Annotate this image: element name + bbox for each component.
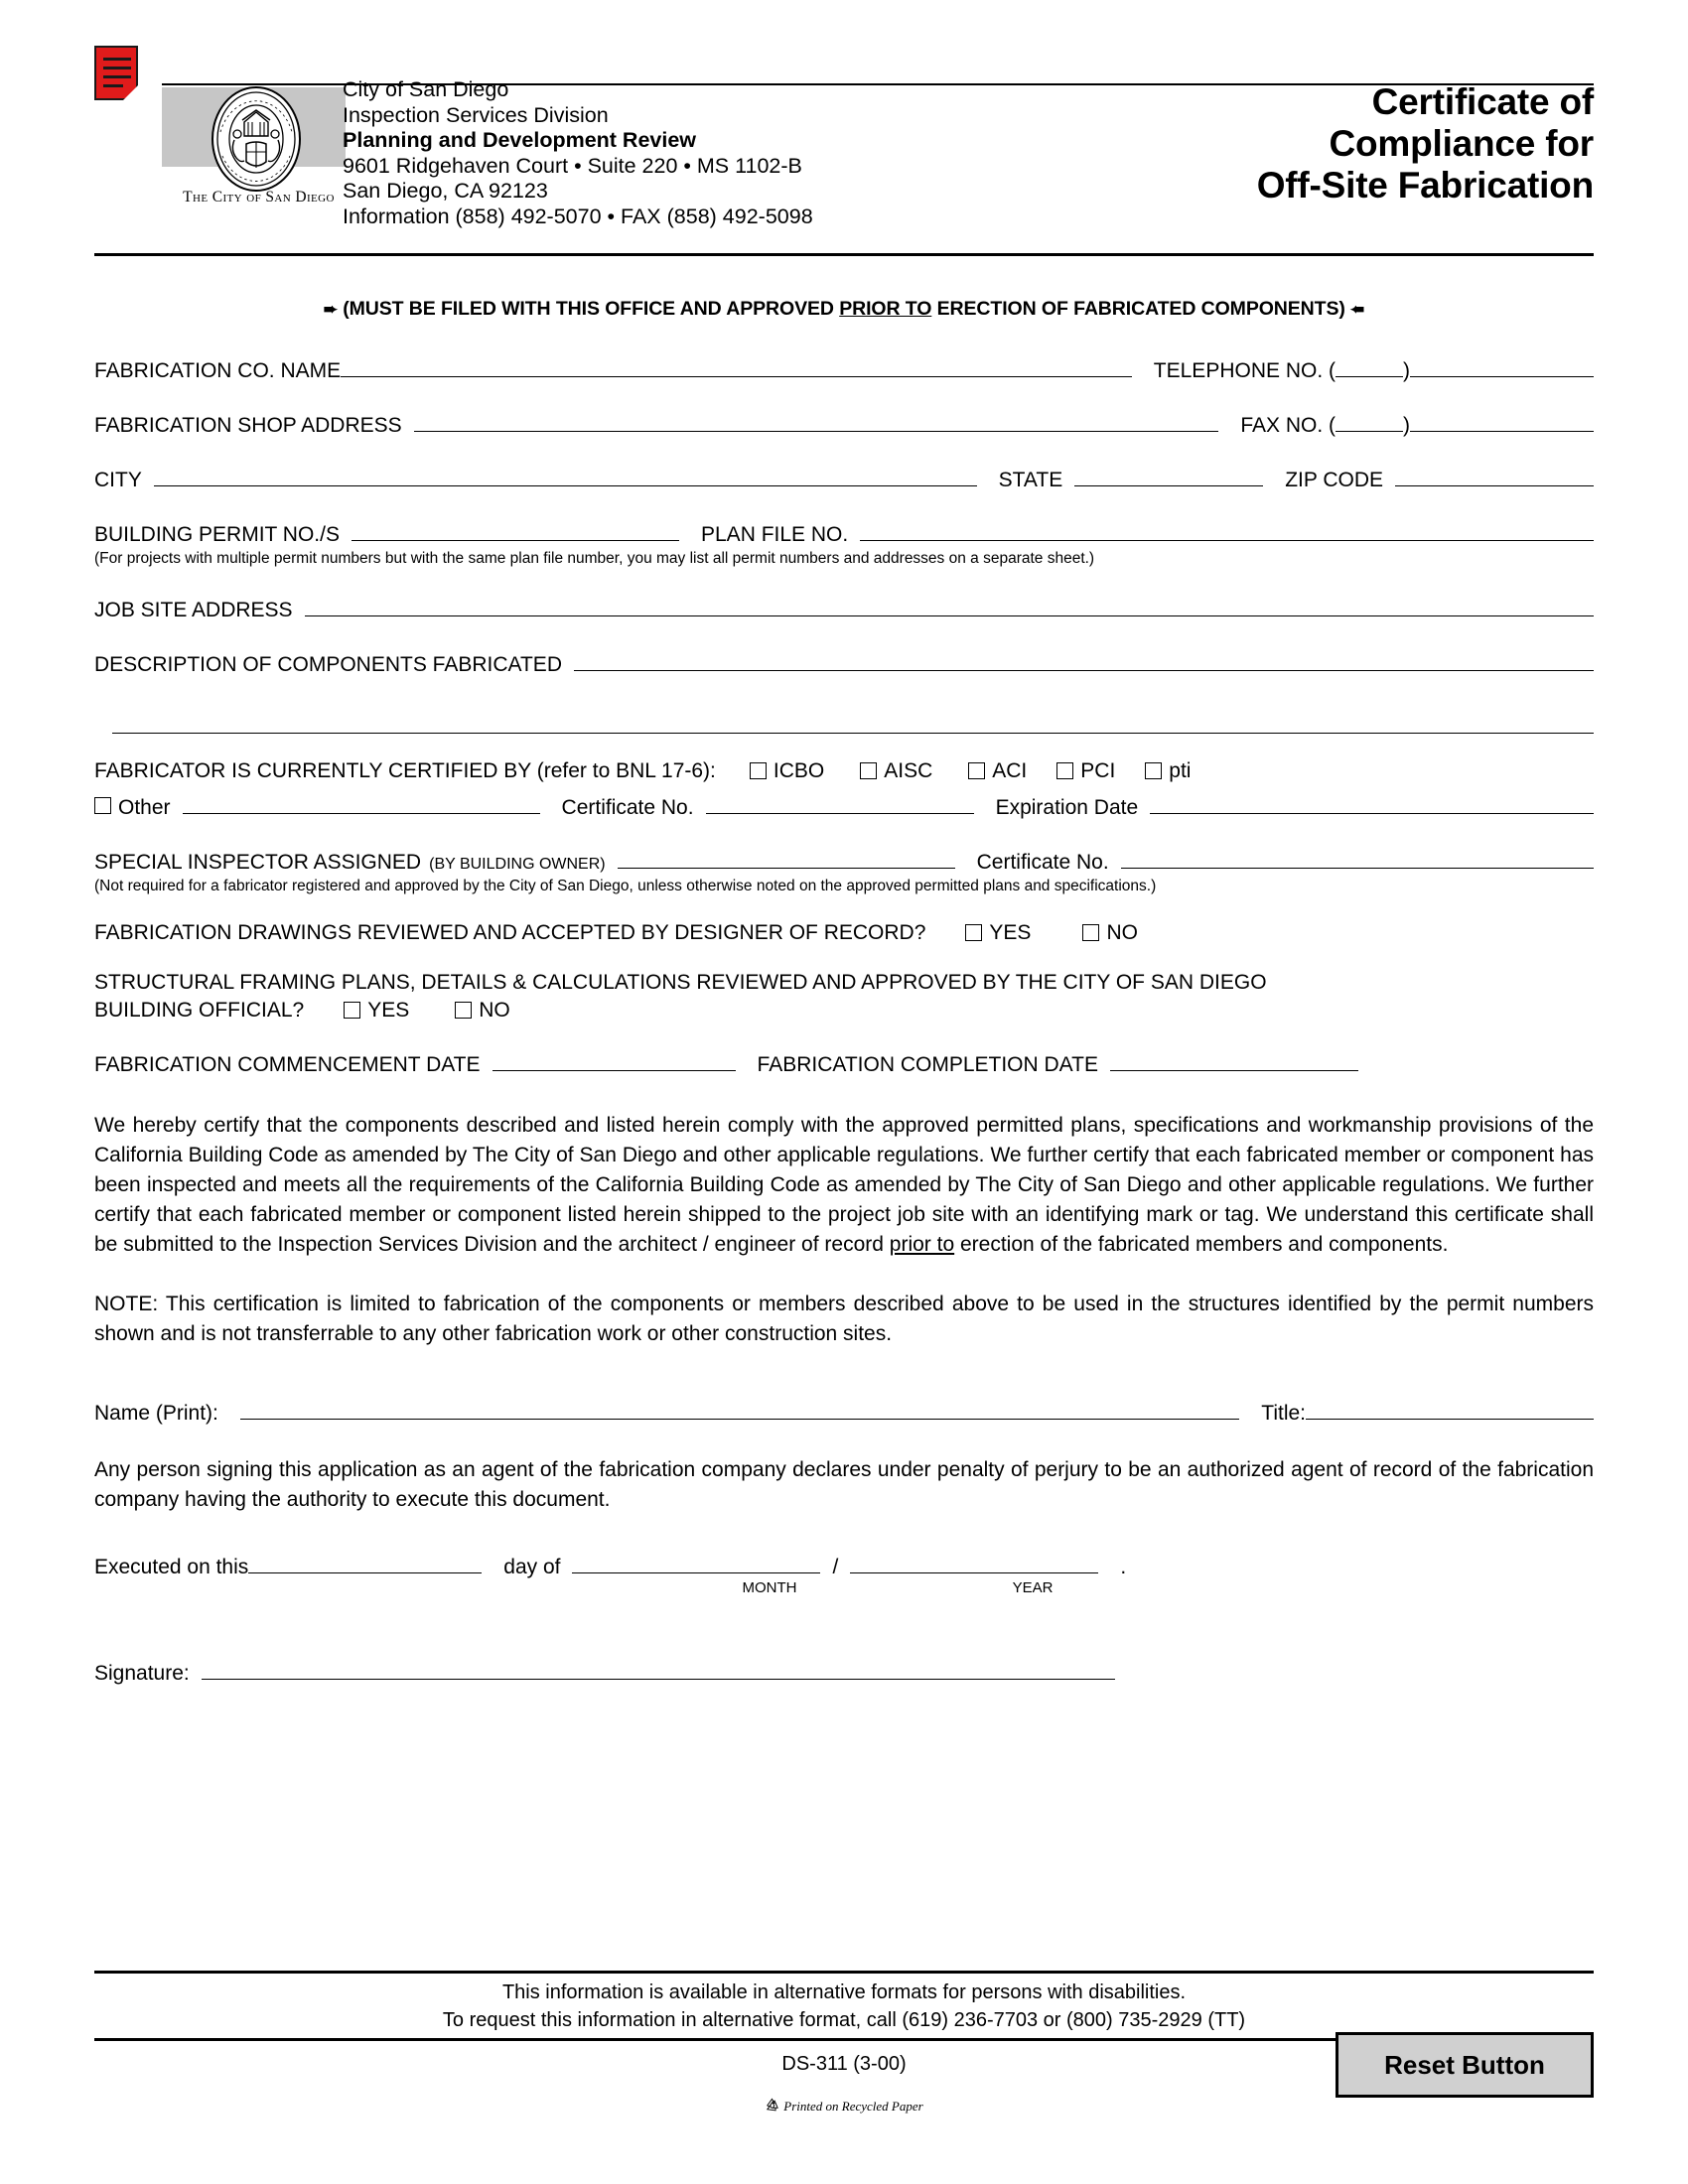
accessibility-notice	[94, 1974, 1594, 2038]
certify-part-2: erection of the fabricated members and components.	[954, 1233, 1449, 1256]
checkbox-label-drawings-no: NO	[1106, 921, 1138, 944]
input-telephone-number[interactable]	[1410, 354, 1594, 377]
header-bottom-rule	[94, 253, 1594, 256]
label-day-of: day of	[503, 1556, 561, 1578]
row-name-title	[94, 1397, 1594, 1426]
checkbox-aisc[interactable]	[860, 762, 877, 779]
input-executed-day[interactable]	[248, 1551, 482, 1573]
input-executed-month[interactable]	[572, 1551, 820, 1573]
city-seal-icon	[207, 84, 306, 194]
label-fax-no: FAX NO. (	[1240, 414, 1336, 437]
arrow-left-icon: ➨	[1350, 300, 1365, 319]
row-special-inspector	[94, 846, 1594, 875]
label-city: CITY	[94, 469, 142, 491]
city-tagline: The City of San Diego	[183, 189, 335, 205]
row-structural-line2	[94, 999, 1594, 1023]
agency-line-3: Planning and Development Review	[343, 128, 697, 152]
label-period: .	[1120, 1556, 1127, 1578]
label-job-site-address: JOB SITE ADDRESS	[94, 599, 293, 621]
checkbox-other[interactable]	[94, 797, 111, 814]
agency-address-block	[343, 77, 813, 229]
label-fabricator-certified-by: FABRICATOR IS CURRENTLY CERTIFIED BY (refer to BNL 17-6):	[94, 759, 716, 782]
checkbox-item-pti[interactable]	[1145, 759, 1191, 783]
input-certificate-no[interactable]	[706, 791, 974, 814]
input-building-permit-no[interactable]	[352, 518, 679, 541]
row-permit-planfile	[94, 518, 1594, 547]
notice-text-underline: PRIOR TO	[839, 298, 932, 320]
checkbox-drawings-no[interactable]	[1082, 924, 1099, 941]
label-certificate-no-2: Certificate No.	[976, 851, 1109, 874]
page-title	[1257, 81, 1594, 206]
note-paragraph: NOTE: This certification is limited to fabrication of the components or members described above to be used in the structures identified by the permit numbers shown and is not transferrable to any other fabrication work or other construction sites.	[94, 1293, 1594, 1345]
permit-note: (For projects with multiple permit numbers but with the same plan file number, you may list all permit numbers and addresses on a separate sheet.)	[94, 550, 1095, 567]
checkbox-item-drawings-no[interactable]	[1082, 921, 1138, 945]
input-fabrication-shop-address[interactable]	[414, 409, 1219, 432]
input-expiration-date[interactable]	[1150, 791, 1594, 814]
input-special-inspector[interactable]	[618, 846, 955, 869]
checkbox-item-icbo[interactable]	[750, 759, 824, 783]
checkbox-icbo[interactable]	[750, 762, 767, 779]
checkbox-label-aci: ACI	[992, 759, 1028, 782]
checkbox-label-pci: PCI	[1080, 759, 1116, 782]
label-commencement-date: FABRICATION COMMENCEMENT DATE	[94, 1053, 481, 1076]
notice-text-before: (MUST BE FILED WITH THIS OFFICE AND APPROVED	[343, 298, 840, 320]
filing-notice	[0, 298, 1688, 321]
checkbox-label-pti: pti	[1169, 759, 1192, 782]
checkbox-label-structural-no: NO	[479, 999, 510, 1022]
checkbox-item-structural-no[interactable]	[455, 999, 510, 1023]
input-fabrication-co-name[interactable]	[341, 354, 1132, 377]
checkbox-group-certification	[750, 759, 1192, 783]
checkbox-label-icbo: ICBO	[773, 759, 825, 782]
checkbox-structural-no[interactable]	[455, 1002, 472, 1019]
label-other: Other	[118, 796, 171, 819]
checkbox-item-aci[interactable]	[968, 759, 1027, 783]
checkbox-item-drawings-yes[interactable]	[965, 921, 1031, 945]
row-drawings-reviewed	[94, 921, 1594, 945]
document-header	[94, 0, 1594, 256]
checkbox-label-aisc: AISC	[884, 759, 933, 782]
agency-line-4: 9601 Ridgehaven Court • Suite 220 • MS 1102-B	[343, 153, 802, 178]
agency-line-5: San Diego, CA 92123	[343, 179, 548, 203]
input-commencement-date[interactable]	[492, 1048, 736, 1071]
recycle-icon	[765, 2098, 779, 2113]
label-executed-on-this: Executed on this	[94, 1556, 249, 1578]
title-line-2: Compliance for	[1329, 123, 1594, 164]
row-commencement-completion	[94, 1048, 1594, 1077]
input-title[interactable]	[1306, 1397, 1594, 1420]
label-completion-date: FABRICATION COMPLETION DATE	[757, 1053, 1098, 1076]
label-plan-file-no: PLAN FILE NO.	[701, 523, 849, 546]
input-certificate-no-2[interactable]	[1121, 846, 1594, 869]
label-drawings-reviewed: FABRICATION DRAWINGS REVIEWED AND ACCEPTED BY DESIGNER OF RECORD?	[94, 921, 926, 944]
city-seal	[207, 84, 306, 194]
input-description-of-components-2[interactable]	[112, 711, 1594, 734]
document-footer	[94, 1971, 1594, 2115]
input-other[interactable]	[183, 791, 540, 814]
arrow-right-icon: ➨	[323, 300, 338, 319]
row-fabricator-certified-by	[94, 759, 1594, 783]
row-shop-address-fax	[94, 409, 1594, 438]
input-completion-date[interactable]	[1110, 1048, 1358, 1071]
checkbox-label-structural-yes: YES	[367, 999, 410, 1022]
input-name-print[interactable]	[240, 1397, 1239, 1420]
title-line-3: Off-Site Fabrication	[1256, 165, 1594, 205]
form-number: DS-311 (3-00)	[781, 2053, 907, 2075]
label-telephone-no: TELEPHONE NO. (	[1153, 359, 1336, 382]
label-special-inspector-assigned: SPECIAL INSPECTOR ASSIGNED	[94, 851, 422, 874]
document-page-icon	[94, 46, 138, 100]
row-city-state-zip	[94, 464, 1594, 492]
label-title: Title:	[1261, 1402, 1306, 1425]
row-month-year-captions	[94, 1579, 1594, 1601]
label-structural-line2: BUILDING OFFICIAL?	[94, 999, 305, 1022]
label-description-of-components: DESCRIPTION OF COMPONENTS FABRICATED	[94, 653, 562, 676]
checkbox-drawings-yes[interactable]	[965, 924, 982, 941]
label-slash: /	[832, 1556, 839, 1578]
row-job-site-address	[94, 594, 1594, 622]
row-structural-line1	[94, 971, 1594, 995]
checkbox-item-structural-yes[interactable]	[344, 999, 409, 1023]
label-telephone-close-paren: )	[1403, 359, 1410, 382]
form-body	[94, 321, 1594, 1686]
notice-text-after: ERECTION OF FABRICATED COMPONENTS)	[931, 298, 1345, 320]
label-certificate-no: Certificate No.	[561, 796, 694, 819]
label-state: STATE	[998, 469, 1063, 491]
label-zip-code: ZIP CODE	[1285, 469, 1383, 491]
checkbox-aci[interactable]	[968, 762, 985, 779]
inspector-note: (Not required for a fabricator registered and approved by the City of San Diego, unless otherwise noted on the approved permitted plans and specifications.)	[94, 878, 1157, 894]
label-building-permit-no: BUILDING PERMIT NO./S	[94, 523, 340, 546]
certification-paragraph	[94, 1111, 1594, 1260]
agency-line-1: City of San Diego	[343, 77, 509, 101]
agency-line-2: Inspection Services Division	[343, 102, 609, 127]
checkbox-item-pci[interactable]	[1056, 759, 1115, 783]
caption-month: MONTH	[742, 1579, 797, 1596]
row-company-telephone	[94, 354, 1594, 383]
label-fax-close-paren: )	[1403, 414, 1410, 437]
label-special-inspector-sub: (BY BUILDING OWNER)	[429, 856, 606, 873]
checkbox-structural-yes[interactable]	[344, 1002, 360, 1019]
row-signature	[94, 1657, 1594, 1686]
row-description-components-2	[94, 711, 1594, 734]
checkbox-pti[interactable]	[1145, 762, 1162, 779]
label-expiration-date: Expiration Date	[995, 796, 1139, 819]
input-fax-number[interactable]	[1410, 409, 1594, 432]
agent-paragraph: Any person signing this application as an agent of the fabrication company declares under penalty of perjury to be an authorized agent of record of the fabrication company having the authority to execute this document.	[94, 1458, 1594, 1511]
input-state[interactable]	[1074, 464, 1263, 486]
title-line-1: Certificate of	[1371, 81, 1594, 122]
agency-line-6: Information (858) 492-5070 • FAX (858) 492-5098	[343, 204, 813, 228]
accessibility-line-2: To request this information in alternative format, call (619) 236-7703 or (800) 735-2929 (TT)	[442, 2009, 1246, 2031]
input-signature[interactable]	[202, 1657, 1115, 1680]
input-city[interactable]	[154, 464, 977, 486]
certify-part-1: We hereby certify that the components described and listed herein comply with the approved permitted plans, specifications and workmanship provisions of the California Building Code as amended by The City of San Diego and other applicable regulations. We further certify that each fabricated member or component has been inspected and meets all the requirements of the California Building Code as amended by The City of San Diego and other applicable regulations. We further certify that each fabricated member or component listed herein shipped to the project job site with an identifying mark or tag. We understand this certificate shall be submitted to the Inspection Services Division and the architect / engineer of record	[94, 1114, 1594, 1256]
checkbox-item-aisc[interactable]	[860, 759, 932, 783]
label-structural-line1: STRUCTURAL FRAMING PLANS, DETAILS & CALCULATIONS REVIEWED AND APPROVED BY THE CITY OF SAN DIEGO	[94, 971, 1267, 994]
label-fabrication-shop-address: FABRICATION SHOP ADDRESS	[94, 414, 402, 437]
row-other-certificate-expiration	[94, 791, 1594, 820]
input-executed-year[interactable]	[850, 1551, 1098, 1573]
input-job-site-address[interactable]	[305, 594, 1594, 616]
checkbox-label-drawings-yes: YES	[989, 921, 1032, 944]
input-plan-file-no[interactable]	[860, 518, 1594, 541]
label-fabrication-co-name: FABRICATION CO. NAME	[94, 359, 342, 382]
checkbox-pci[interactable]	[1056, 762, 1073, 779]
certify-underline: prior to	[889, 1233, 955, 1256]
input-zip-code[interactable]	[1395, 464, 1594, 486]
label-signature: Signature:	[94, 1662, 190, 1685]
input-telephone-area-code[interactable]	[1336, 354, 1403, 377]
caption-year: YEAR	[1012, 1579, 1054, 1596]
recycled-paper-text: Printed on Recycled Paper	[783, 2099, 923, 2114]
label-name-print: Name (Print):	[94, 1402, 218, 1425]
row-description-components	[94, 648, 1594, 677]
row-executed-on	[94, 1551, 1594, 1579]
input-description-of-components-1[interactable]	[574, 648, 1594, 671]
accessibility-line-1: This information is available in alternative formats for persons with disabilities.	[501, 1981, 1187, 2003]
input-fax-area-code[interactable]	[1336, 409, 1403, 432]
reset-button[interactable]: Reset Button	[1336, 2032, 1594, 2098]
